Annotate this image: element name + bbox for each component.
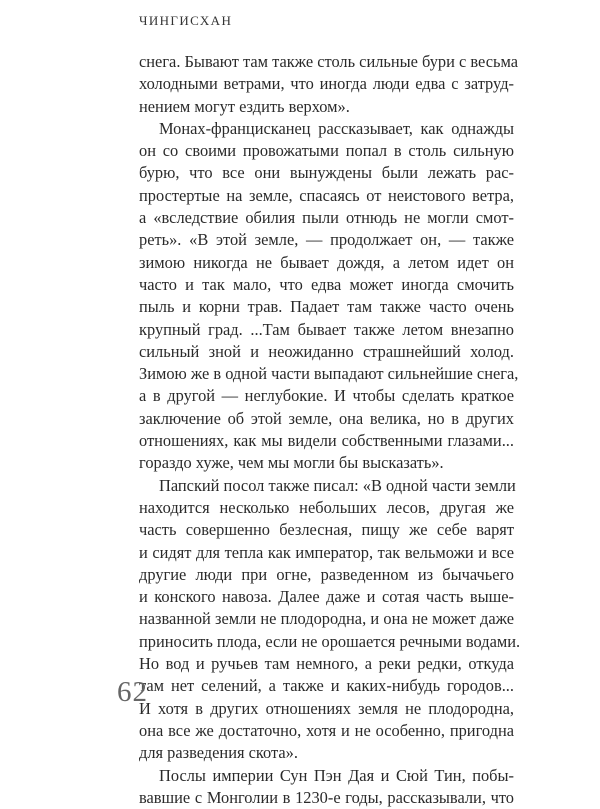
text-line: Но вод и ручьев там немного, а реки редки, откуда (139, 654, 514, 674)
text-line: заключение об этой земле, она велика, но в других (139, 408, 514, 428)
text-line: часто и так мало, что едва может иногда смочить (139, 274, 514, 294)
text-line: отношениях, как мы видели собственными глазами... (139, 431, 514, 451)
text-line: Послы империи Сун Пэн Дая и Сюй Тин, побы- (159, 765, 514, 785)
running-head: ЧИНГИСХАН (139, 13, 233, 28)
text-line: находится несколько небольших лесов, другая же (139, 497, 514, 517)
body-text (139, 51, 521, 809)
text-line: она все же достаточно, хотя и не особенно, пригодна (139, 720, 514, 740)
text-line: другие люди при огне, разведенном из бычачьего (139, 564, 514, 584)
text-line: часть совершенно безлесная, пищу же себе варят (139, 520, 514, 540)
text-line: там нет селений, а также и каких-нибудь городов... (139, 676, 514, 696)
text-line: а «вследствие обилия пыли отнюдь не могли смот- (139, 208, 514, 228)
text-line: холодными ветрами, что иногда люди едва с затруд- (139, 74, 514, 94)
text-line: он со своими провожатыми попал в столь сильную (139, 141, 514, 161)
text-line: И хотя в других отношениях земля не плодородна, (139, 698, 514, 718)
text-line: нением могут ездить верхом». (139, 96, 350, 116)
text-line: и сидят для тепла как император, так вельможи и все (139, 542, 514, 562)
text-line: пыль и корни трав. Падает там также часто очень (139, 297, 514, 317)
text-line: зимою никогда не бывает дождя, а летом идет он (139, 252, 514, 272)
text-line: снега. Бывают там также столь сильные бури с весьма (139, 52, 518, 71)
text-line: и конского навоза. Далее даже и сотая часть выше- (139, 587, 514, 607)
text-line: Зимою же в одной части выпадают сильнейшие снега, (139, 364, 519, 384)
text-line: вавшие с Монголии в 1230-е годы, рассказывали, что (139, 787, 514, 807)
text-line: крупный град. ...Там бывает также летом внезапно (139, 319, 514, 339)
text-line: простертые на земле, спасаясь от неистового ветра, (139, 185, 514, 205)
text-line: приносить плода, если не орошается речными водами. (139, 631, 521, 651)
page-number: 62 (117, 676, 148, 708)
text-line: названной земли не плодородна, и она не может даже (139, 609, 514, 629)
text-line: реть». «В этой земле, — продолжает он, — также (139, 230, 514, 250)
text-line: а в другой — неглубокие. И чтобы сделать краткое (139, 386, 514, 406)
text-line: Папский посол также писал: «В одной части земли (159, 475, 516, 495)
text-line: для разведения скота». (139, 743, 298, 763)
text-line: сильный зной и неожиданно страшнейший холод. (139, 341, 514, 361)
text-line: Монах-францисканец рассказывает, как однажды (159, 118, 514, 138)
text-line: бурю, что все они вынуждены были лежать рас- (139, 163, 514, 183)
text-line: гораздо хуже, чем мы могли бы высказать». (139, 453, 444, 473)
